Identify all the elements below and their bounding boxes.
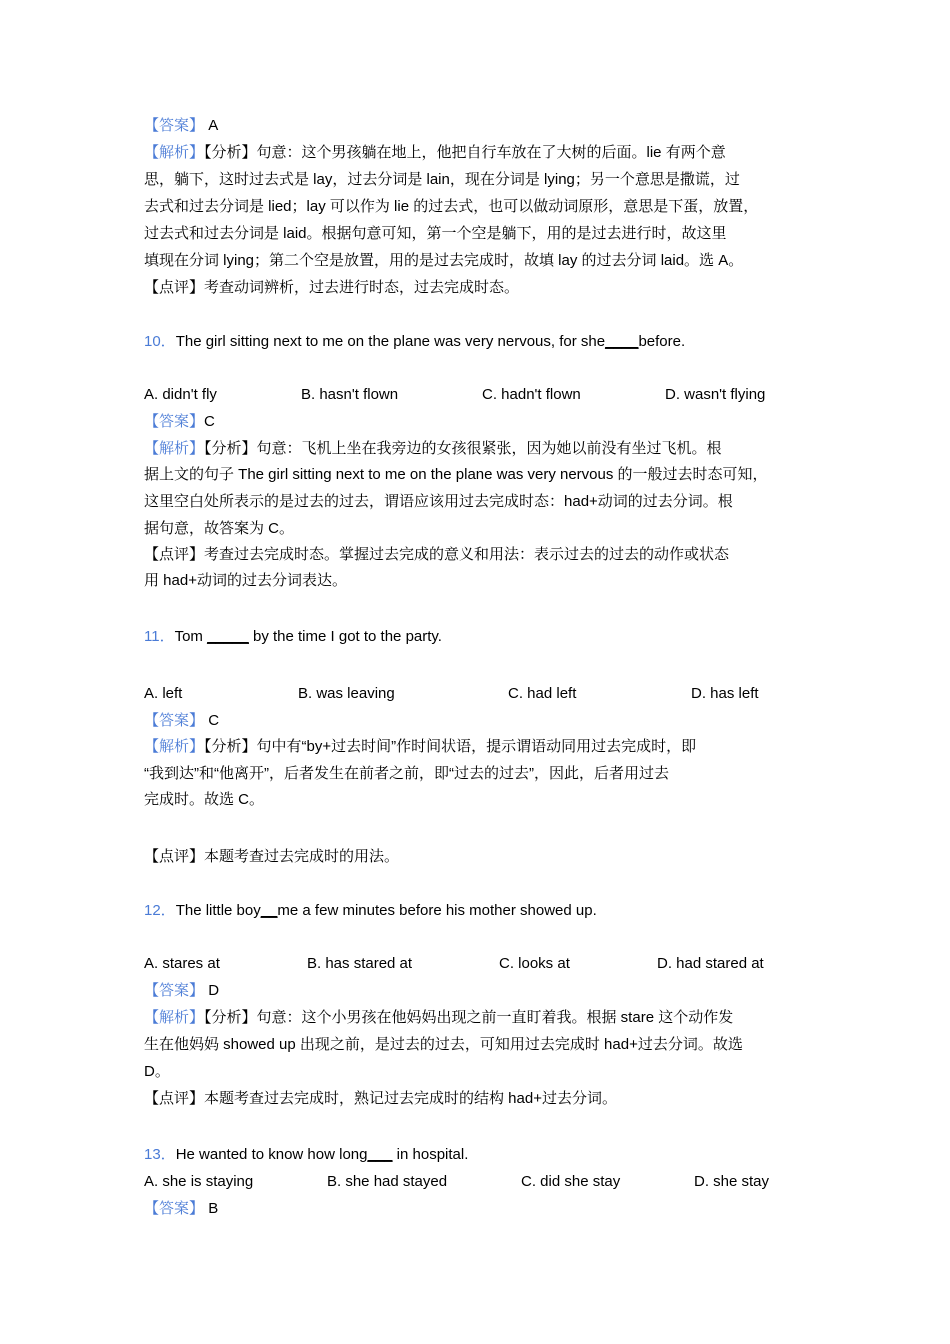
answer-value: B <box>208 1200 219 1217</box>
q9-analysis-line-2: 思，躺下，这时过去式是 lay，过去分词是 lain，现在分词是 lying；另一个意思是撒谎，过 <box>144 171 740 188</box>
blank: _____ <box>207 628 249 645</box>
stem-after: before. <box>638 333 686 350</box>
q10-analysis-line-2: 据上文的句子 The girl sitting next to me on the plane was very nervous 的一般过去时态可知， <box>144 466 768 483</box>
analysis-tag: 【解析】 <box>144 440 205 457</box>
stem-after: in hospital. <box>392 1146 469 1163</box>
q12-analysis-line-3: D。 <box>144 1063 170 1080</box>
q9-answer-line <box>144 116 218 136</box>
q12-stem <box>144 901 597 921</box>
q12-option-a: A. stares at <box>144 955 220 972</box>
q11-comment: 【点评】本题考查过去完成时的用法。 <box>144 848 400 865</box>
stem-before: He wanted to know how long <box>175 1146 368 1163</box>
q12-comment: 【点评】本题考查过去完成时，熟记过去完成时的结构 had+过去分词。 <box>144 1090 617 1107</box>
stem-before: Tom <box>174 628 208 645</box>
q13-answer-line <box>144 1199 218 1219</box>
analysis-text: 【分析】句中有“by+过去时间”作时间状语，提示谓语动同用过去完成时，即 <box>204 738 697 755</box>
stem-before: The little boy <box>175 902 261 919</box>
q12-option-b: B. has stared at <box>307 955 413 972</box>
answer-value: C <box>208 712 220 729</box>
stem-after: by the time I got to the party. <box>248 628 442 645</box>
question-number: 10． <box>144 333 176 350</box>
q10-comment-line-2: 用 had+动词的过去分词表达。 <box>144 572 347 589</box>
blank: ____ <box>605 333 639 350</box>
analysis-tag: 【解析】 <box>144 1009 205 1026</box>
q13-option-d: D. she stay <box>694 1173 770 1190</box>
q10-comment-line-1: 【点评】考查过去完成时态。掌握过去完成的意义和用法：表示过去的过去的动作或状态 <box>144 546 730 563</box>
answer-value: A <box>208 117 219 134</box>
stem-after: me a few minutes before his mother showed up. <box>277 902 597 919</box>
answer-value: D <box>208 982 220 999</box>
analysis-text: 【分析】句意：这个男孩躺在地上，他把自行车放在了大树的后面。lie 有两个意 <box>204 144 726 161</box>
q10-analysis-line-4: 据句意，故答案为 C。 <box>144 520 295 537</box>
q13-stem <box>144 1145 468 1165</box>
answer-value: C <box>204 413 215 430</box>
q11-option-a: A. left <box>144 685 183 702</box>
analysis-tag: 【解析】 <box>144 144 205 161</box>
stem-before: The girl sitting next to me on the plane was very nervous, for she <box>175 333 606 350</box>
answer-tag: 【答案】 <box>144 712 205 729</box>
q11-option-c: C. had left <box>508 685 577 702</box>
analysis-text: 【分析】句意：这个小男孩在他妈妈出现之前一直盯着我。根据 stare 这个动作发 <box>204 1009 734 1026</box>
q9-analysis-line-4: 过去式和过去分词是 laid。根据句意可知，第一个空是躺下，用的是过去进行时，故这里 <box>144 225 727 242</box>
answer-tag: 【答案】 <box>144 1200 205 1217</box>
q11-option-b: B. was leaving <box>298 685 395 702</box>
q13-option-a: A. she is staying <box>144 1173 254 1190</box>
q12-option-c: C. looks at <box>499 955 570 972</box>
q10-option-d: D. wasn't flying <box>665 386 766 403</box>
q10-stem <box>144 332 685 352</box>
q10-option-c: C. hadn't flown <box>482 386 581 403</box>
q13-option-c: C. did she stay <box>521 1173 621 1190</box>
q9-comment: 【点评】考查动词辨析，过去进行时态，过去完成时态。 <box>144 279 520 296</box>
question-number: 13． <box>144 1146 176 1163</box>
answer-tag: 【答案】 <box>144 117 205 134</box>
analysis-tag: 【解析】 <box>144 738 205 755</box>
answer-tag: 【答案】 <box>144 413 205 430</box>
blank: ___ <box>367 1146 393 1163</box>
q10-option-b: B. hasn't flown <box>301 386 399 403</box>
q12-option-d: D. had stared at <box>657 955 764 972</box>
q11-analysis-line-2: “我到达”和“他离开”，后者发生在前者之前，即“过去的过去”，因此，后者用过去 <box>144 765 669 782</box>
q10-option-a: A. didn't fly <box>144 386 217 403</box>
q11-option-d: D. has left <box>691 685 759 702</box>
q9-analysis-line-5: 填现在分词 lying；第二个空是放置，用的是过去完成时，故填 lay 的过去分词 laid。选 A。 <box>144 252 744 269</box>
q11-answer-line <box>144 711 219 731</box>
blank: __ <box>260 902 278 919</box>
q11-analysis-line-3: 完成时。故选 C。 <box>144 791 265 808</box>
q9-analysis-line-1 <box>144 143 726 163</box>
q10-answer-line <box>144 412 215 432</box>
answer-tag: 【答案】 <box>144 982 205 999</box>
question-number: 11． <box>144 628 175 645</box>
q10-analysis-line-3: 这里空白处所表示的是过去的过去，谓语应该用过去完成时态：had+动词的过去分词。根 <box>144 493 733 510</box>
q11-analysis-line-1 <box>144 737 696 757</box>
q9-analysis-line-3: 去式和过去分词是 lied；lay 可以作为 lie 的过去式，也可以做动词原形，意思是下蛋，放置， <box>144 198 759 215</box>
q13-option-b: B. she had stayed <box>327 1173 448 1190</box>
q12-analysis-line-2: 生在他妈妈 showed up 出现之前，是过去的过去，可知用过去完成时 had+过去分词。故选 <box>144 1036 743 1053</box>
question-number: 12． <box>144 902 176 919</box>
analysis-text: 【分析】句意：飞机上坐在我旁边的女孩很紧张，因为她以前没有坐过飞机。根 <box>204 440 722 457</box>
q10-analysis-line-1 <box>144 439 722 459</box>
q11-stem <box>144 627 442 647</box>
q12-analysis-line-1 <box>144 1008 733 1028</box>
q12-answer-line <box>144 981 219 1001</box>
